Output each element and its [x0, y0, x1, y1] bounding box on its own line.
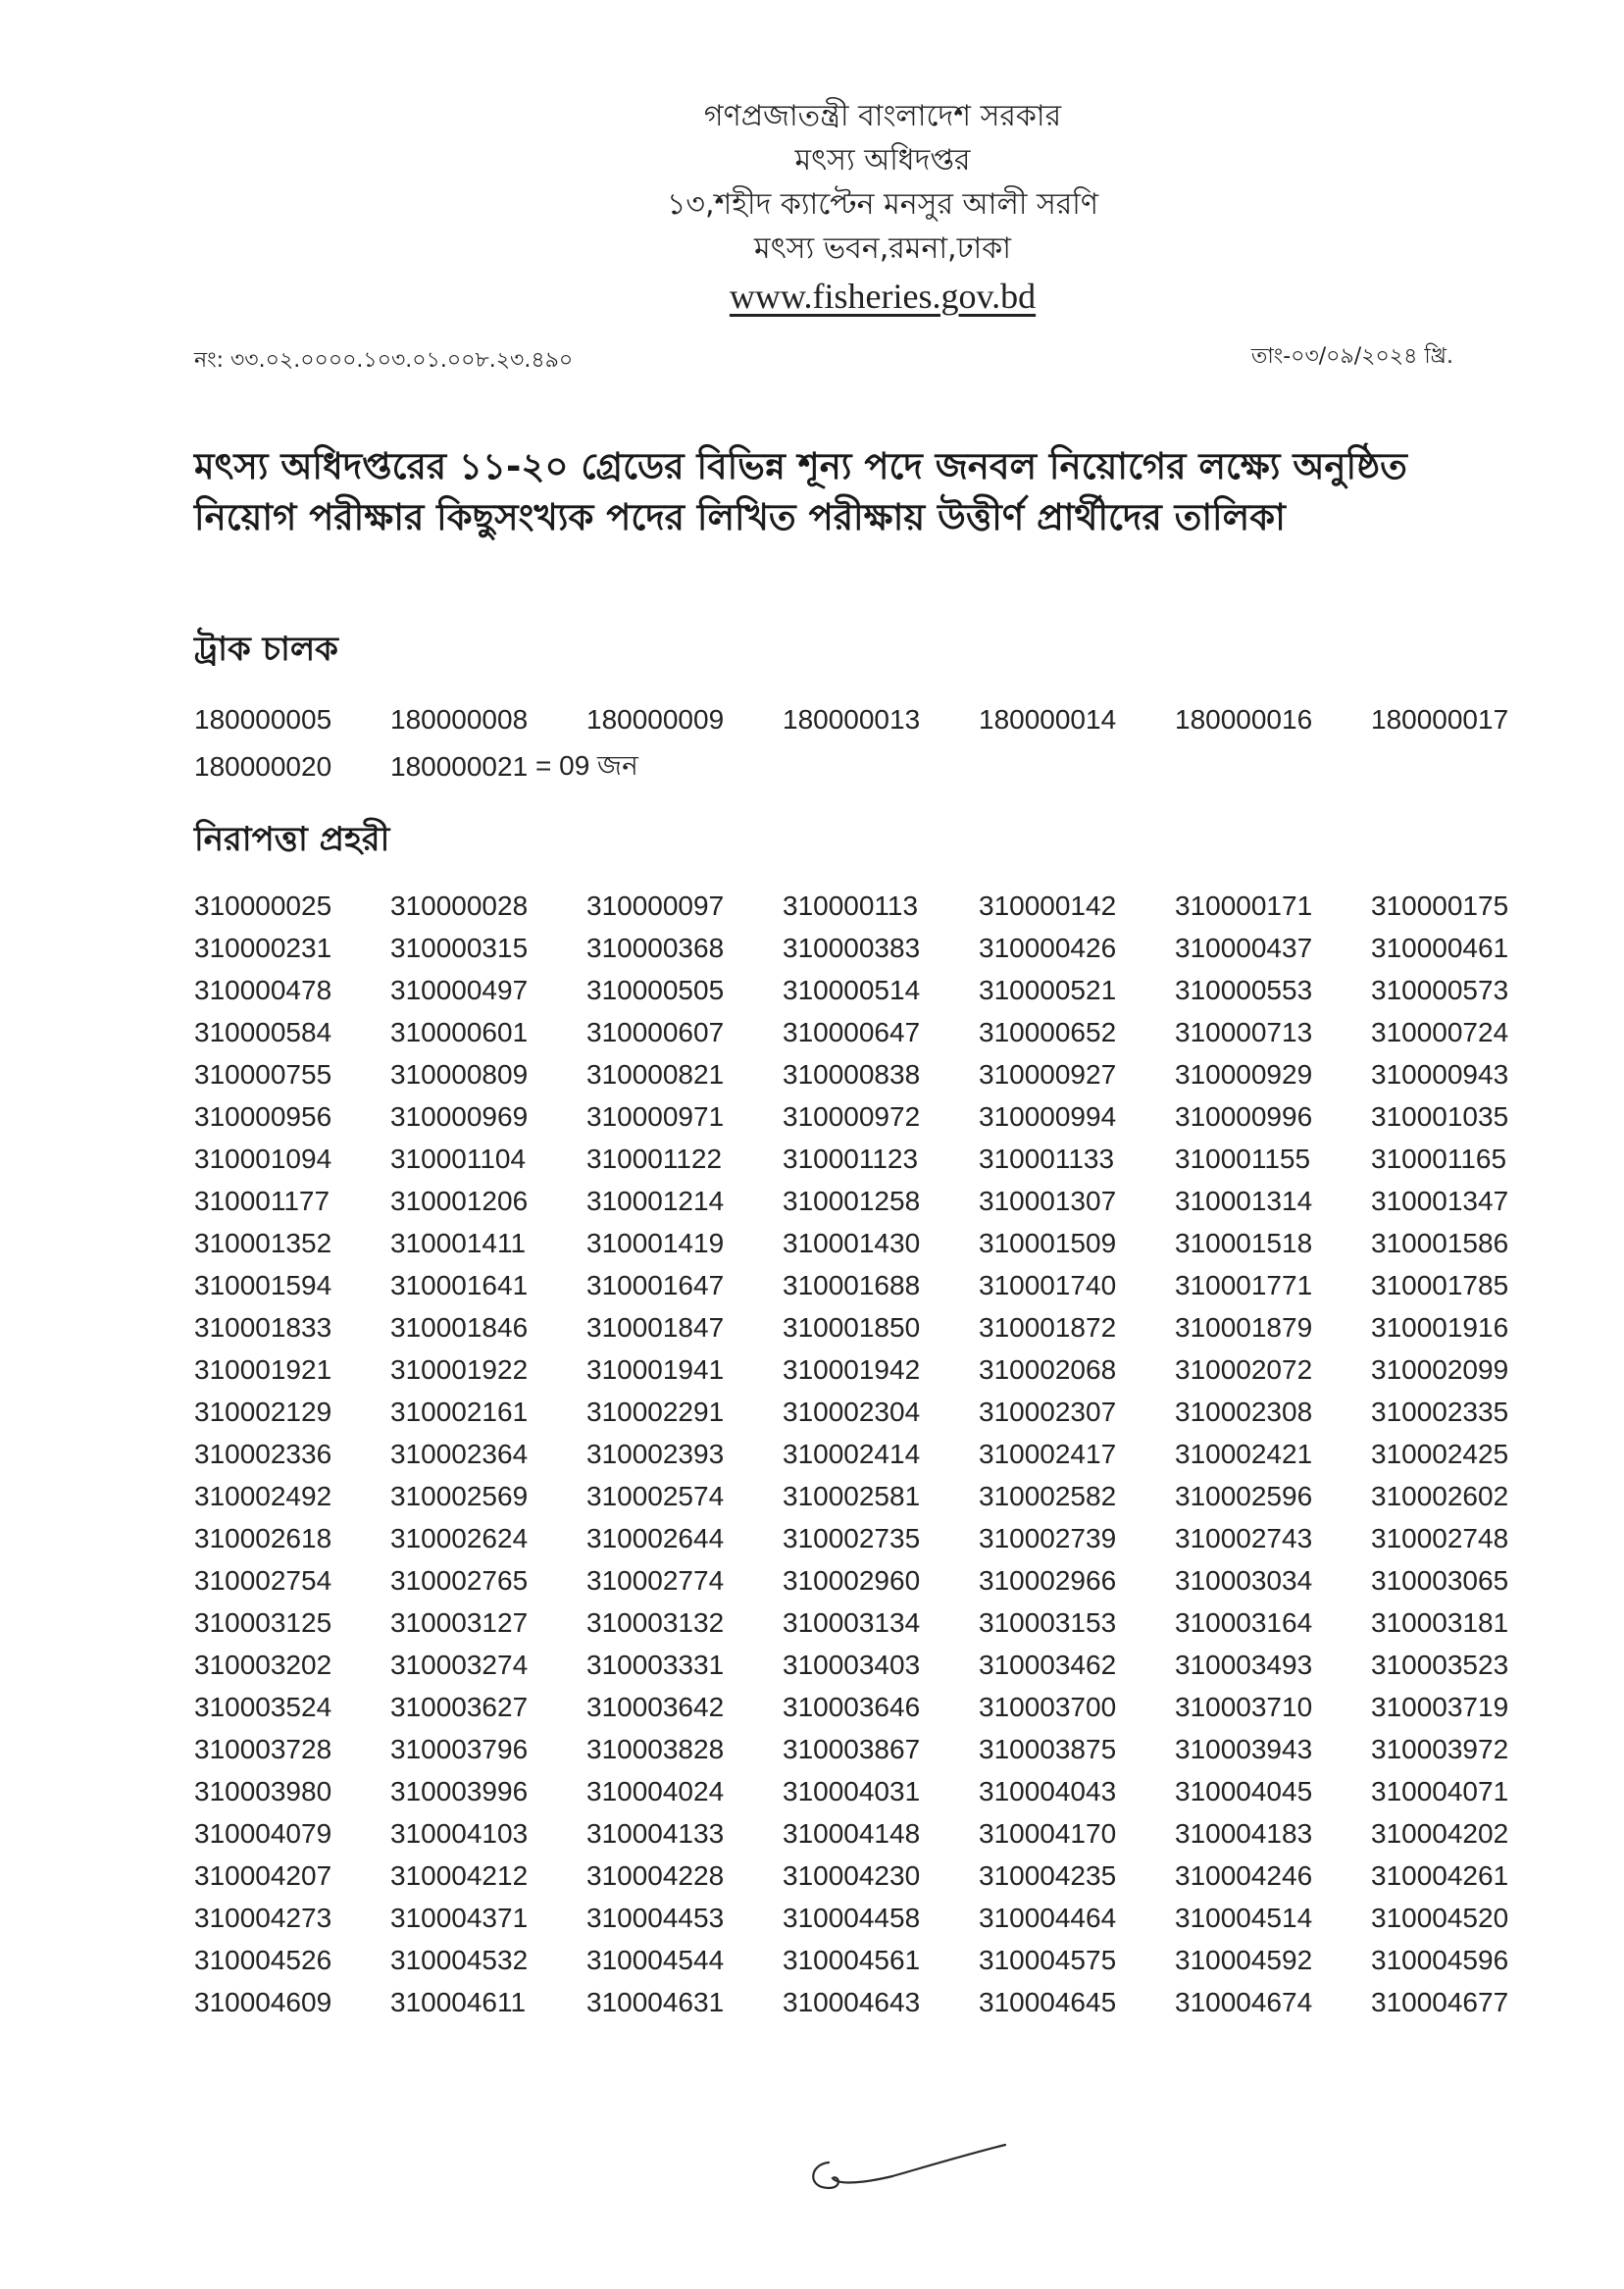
address-line: ১৩,শহীদ ক্যাপ্টেন মনসুর আলী সরণি	[666, 187, 1099, 222]
roll-number: 310003523	[1371, 1649, 1509, 1680]
roll-number: 310003034	[1175, 1564, 1313, 1596]
roll-row	[194, 1981, 1567, 2023]
roll-number: 310002393	[586, 1438, 725, 1469]
roll-number: 310001133	[979, 1143, 1115, 1174]
roll-row	[194, 743, 1567, 790]
roll-number: 310003134	[783, 1606, 921, 1638]
roll-number: 310004202	[1371, 1817, 1509, 1849]
roll-number: 310002364	[390, 1438, 529, 1469]
roll-number: 310001206	[390, 1185, 529, 1216]
roll-number: 310001740	[979, 1269, 1117, 1300]
roll-number: 310003627	[390, 1691, 529, 1722]
roll-number: 310004526	[194, 1944, 332, 1975]
roll-number: 310001942	[783, 1353, 921, 1385]
signature-icon	[799, 2133, 1015, 2202]
roll-number: 310000025	[194, 890, 332, 921]
roll-number: 310004453	[586, 1902, 725, 1933]
roll-number: 310004024	[586, 1775, 725, 1806]
roll-number: 310001688	[783, 1269, 921, 1300]
roll-number: 310004464	[979, 1902, 1117, 1933]
roll-number: 310000821	[586, 1058, 725, 1090]
roll-number: 310000521	[979, 974, 1117, 1005]
roll-number: 310000171	[1175, 890, 1313, 921]
roll-row	[194, 1306, 1567, 1348]
roll-number: 310002960	[783, 1564, 921, 1596]
roll-number: 310000426	[979, 932, 1117, 963]
roll-number: 310003132	[586, 1606, 725, 1638]
letterhead	[0, 94, 1624, 322]
roll-number: 310000437	[1175, 932, 1313, 963]
roll-number: 310002304	[783, 1396, 921, 1427]
roll-number: 310000497	[390, 974, 529, 1005]
roll-number: 310003996	[390, 1775, 529, 1806]
roll-number: 310004643	[783, 1986, 921, 2017]
notice-title: মৎস্য অধিদপ্তরের ১১-২০ গ্রেডের বিভিন্ন শূন্য পদে জনবল নিয়োগের লক্ষ্যে অনুষ্ঠিত নিয়োগ পরীক্ষার কিছুসংখ্যক পদের লিখিত পরীক্ষায় উত্তীর্ণ প্রার্থীদের তালিকা	[194, 445, 1407, 538]
roll-number: 310004371	[390, 1902, 529, 1933]
roll-number: 180000008	[390, 704, 529, 735]
roll-number: 310001314	[1175, 1185, 1313, 1216]
roll-number: 310002307	[979, 1396, 1117, 1427]
roll-number: 310001430	[783, 1227, 921, 1258]
roll-number: 310001879	[1175, 1311, 1313, 1343]
roll-number: 310002335	[1371, 1396, 1509, 1427]
roll-number: 310004575	[979, 1944, 1117, 1975]
roll-number: 310004235	[979, 1859, 1117, 1891]
roll-number: 310003125	[194, 1606, 332, 1638]
roll-number: 310002754	[194, 1564, 332, 1596]
roll-number: 310002414	[783, 1438, 921, 1469]
website-link[interactable]: www.fisheries.gov.bd	[729, 277, 1037, 316]
roll-number: 310002618	[194, 1522, 332, 1553]
roll-number: 310000956	[194, 1100, 332, 1132]
roll-number: 310003700	[979, 1691, 1117, 1722]
roll-number: 310000607	[586, 1016, 725, 1047]
roll-number: 310004261	[1371, 1859, 1509, 1891]
roll-number: 310002161	[390, 1396, 529, 1427]
roll-number: 310003181	[1371, 1606, 1509, 1638]
roll-number: 310000755	[194, 1058, 332, 1090]
roll-number: 310002417	[979, 1438, 1117, 1469]
roll-number: 310002574	[586, 1480, 725, 1511]
roll-number: 310003728	[194, 1733, 332, 1764]
roll-number: 310000553	[1175, 974, 1313, 1005]
roll-number: 310003202	[194, 1649, 332, 1680]
address-city: মৎস্য ভবন,রমনা,ঢাকা	[754, 231, 1011, 266]
roll-number: 180000013	[783, 704, 921, 735]
roll-number: 310001094	[194, 1143, 332, 1174]
roll-number: 310002581	[783, 1480, 921, 1511]
roll-number: 310004677	[1371, 1986, 1509, 2017]
roll-number: 310003462	[979, 1649, 1117, 1680]
roll-number: 310004273	[194, 1902, 332, 1933]
roll-number: 310001833	[194, 1311, 332, 1343]
roll-number: 310001035	[1371, 1100, 1509, 1132]
roll-number: 310001785	[1371, 1269, 1509, 1300]
roll-number: 310002602	[1371, 1480, 1509, 1511]
roll-number: 310000368	[586, 932, 725, 963]
roll-row	[194, 927, 1567, 969]
roll-number: 310002421	[1175, 1438, 1313, 1469]
roll-number: 310000028	[390, 890, 529, 921]
roll-number: 310000601	[390, 1016, 529, 1047]
memo-number: নং: ৩৩.০২.০০০০.১০৩.০১.০০৮.২৩.৪৯০	[194, 348, 574, 373]
roll-number: 310001594	[194, 1269, 332, 1300]
roll-number: 310000652	[979, 1016, 1117, 1047]
section-heading-security-guard: নিরাপত্তা প্রহরী	[194, 820, 390, 859]
roll-number: 310003719	[1371, 1691, 1509, 1722]
roll-number: 310004031	[783, 1775, 921, 1806]
roll-row	[194, 1433, 1567, 1475]
roll-number: 310000994	[979, 1100, 1117, 1132]
roll-number: 310000113	[783, 890, 919, 921]
roll-number: 310001347	[1371, 1185, 1509, 1216]
roll-row	[194, 1222, 1567, 1264]
roll-number: 310004133	[586, 1817, 725, 1849]
roll-number: 310004544	[586, 1944, 725, 1975]
roll-row	[194, 885, 1567, 927]
roll-number: 310000809	[390, 1058, 529, 1090]
roll-number: 180000014	[979, 704, 1117, 735]
roll-number: 310002774	[586, 1564, 725, 1596]
roll-number: 310003980	[194, 1775, 332, 1806]
roll-number: 310000175	[1371, 890, 1509, 921]
roll-number: 310000584	[194, 1016, 332, 1047]
roll-number: 310004514	[1175, 1902, 1313, 1933]
roll-number: 310000838	[783, 1058, 921, 1090]
roll-number: 310002644	[586, 1522, 725, 1553]
roll-number: 310001411	[390, 1227, 527, 1258]
roll-number: 310004520	[1371, 1902, 1509, 1933]
roll-row	[194, 1517, 1567, 1559]
roll-number: 310003710	[1175, 1691, 1313, 1722]
roll-number: 310002099	[1371, 1353, 1509, 1385]
roll-number: 310001509	[979, 1227, 1117, 1258]
roll-number: 310002596	[1175, 1480, 1313, 1511]
roll-number: 310000514	[783, 974, 921, 1005]
roll-number: 310002735	[783, 1522, 921, 1553]
roll-number: 310004674	[1175, 1986, 1313, 2017]
roll-number: 310002291	[586, 1396, 725, 1427]
roll-number: 310000231	[194, 932, 332, 963]
roll-number: 310004611	[390, 1986, 527, 2017]
roll-number: 310001165	[1371, 1143, 1507, 1174]
roll-number: 310004212	[390, 1859, 529, 1891]
roll-number: 180000020	[194, 751, 332, 782]
section-heading-truck-driver: ট্রাক চালক	[194, 630, 338, 669]
roll-number: 310004079	[194, 1817, 332, 1849]
roll-number: 310001872	[979, 1311, 1117, 1343]
roll-row	[194, 969, 1567, 1011]
roll-number: 310000142	[979, 890, 1117, 921]
roll-number: 180000005	[194, 704, 332, 735]
roll-number: 310004596	[1371, 1944, 1509, 1975]
roll-number: 310001419	[586, 1227, 725, 1258]
roll-number: 310002129	[194, 1396, 332, 1427]
roll-number: 310001155	[1175, 1143, 1311, 1174]
roll-number: 310002624	[390, 1522, 529, 1553]
roll-number: 310001258	[783, 1185, 921, 1216]
roll-number: 310004609	[194, 1986, 332, 2017]
roll-number: 310000573	[1371, 974, 1509, 1005]
roll-number: 310004183	[1175, 1817, 1313, 1849]
roll-number: 180000016	[1175, 704, 1313, 735]
roll-number: 310004043	[979, 1775, 1117, 1806]
roll-number: 310001921	[194, 1353, 332, 1385]
roll-number: 310003972	[1371, 1733, 1509, 1764]
roll-number: 310002739	[979, 1522, 1117, 1553]
roll-number: 310002765	[390, 1564, 529, 1596]
roll-row	[194, 1770, 1567, 1812]
roll-row	[194, 1602, 1567, 1644]
roll-number: 310000724	[1371, 1016, 1509, 1047]
signature	[799, 2133, 1015, 2206]
roll-number: 310002743	[1175, 1522, 1313, 1553]
roll-number: 310004561	[783, 1944, 921, 1975]
roll-number: 310002582	[979, 1480, 1117, 1511]
roll-number: 310002492	[194, 1480, 332, 1511]
roll-number: 310002569	[390, 1480, 529, 1511]
roll-number: 310003796	[390, 1733, 529, 1764]
roll-number: 310001518	[1175, 1227, 1313, 1258]
roll-number: 310001104	[390, 1143, 527, 1174]
roll-number: 310000713	[1175, 1016, 1313, 1047]
roll-number: 310004230	[783, 1859, 921, 1891]
roll-number: 310000969	[390, 1100, 529, 1132]
roll-number: 310003524	[194, 1691, 332, 1722]
roll-number: 310001307	[979, 1185, 1117, 1216]
roll-number: 310000972	[783, 1100, 921, 1132]
roll-number: 310003828	[586, 1733, 725, 1764]
roll-number: 310002966	[979, 1564, 1117, 1596]
roll-number: 310001922	[390, 1353, 529, 1385]
roll-number: 310002336	[194, 1438, 332, 1469]
roll-number: 310000943	[1371, 1058, 1509, 1090]
roll-number: 310004148	[783, 1817, 921, 1849]
roll-number: 310000647	[783, 1016, 921, 1047]
roll-number: 310003274	[390, 1649, 529, 1680]
roll-number: 310002072	[1175, 1353, 1313, 1385]
roll-number: 310000971	[586, 1100, 725, 1132]
roll-row	[194, 1897, 1567, 1939]
roll-row	[194, 1391, 1567, 1433]
roll-row	[194, 1348, 1567, 1391]
total-count: = 09 জন	[535, 749, 638, 781]
roll-number: 180000021	[390, 751, 529, 782]
roll-number: 310004631	[586, 1986, 725, 2017]
roll-number: 310001641	[390, 1269, 529, 1300]
roll-number: 310000097	[586, 890, 725, 921]
roll-number: 310001771	[1175, 1269, 1313, 1300]
roll-number: 310004246	[1175, 1859, 1313, 1891]
roll-number: 310003943	[1175, 1733, 1313, 1764]
roll-number: 310003331	[586, 1649, 725, 1680]
roll-number: 310001916	[1371, 1311, 1509, 1343]
roll-row	[194, 1686, 1567, 1728]
roll-number: 310000478	[194, 974, 332, 1005]
roll-number: 310002748	[1371, 1522, 1509, 1553]
roll-number: 310003403	[783, 1649, 921, 1680]
roll-number: 310001214	[586, 1185, 725, 1216]
roll-number: 310000315	[390, 932, 529, 963]
roll-number: 310004532	[390, 1944, 529, 1975]
roll-row	[194, 1855, 1567, 1897]
roll-number: 310000461	[1371, 932, 1509, 963]
govt-name: গণপ্রজাতন্ত্রী বাংলাদেশ সরকার	[703, 99, 1062, 133]
roll-number: 310001846	[390, 1311, 529, 1343]
roll-list-security-guard	[194, 885, 1567, 2023]
roll-number: 310004207	[194, 1859, 332, 1891]
roll-number: 310003153	[979, 1606, 1117, 1638]
roll-number: 310000383	[783, 932, 921, 963]
roll-number: 310001177	[194, 1185, 330, 1216]
roll-number: 310004645	[979, 1986, 1117, 2017]
roll-row	[194, 1095, 1567, 1138]
roll-number: 310004228	[586, 1859, 725, 1891]
roll-number: 310002308	[1175, 1396, 1313, 1427]
roll-row	[194, 1812, 1567, 1855]
roll-number: 310004458	[783, 1902, 921, 1933]
roll-row	[194, 1053, 1567, 1095]
roll-row	[194, 1011, 1567, 1053]
roll-number: 310004170	[979, 1817, 1117, 1849]
roll-row	[194, 1264, 1567, 1306]
roll-number: 310004045	[1175, 1775, 1313, 1806]
department-name: মৎস্য অধিদপ্তর	[794, 143, 971, 178]
roll-number: 310001586	[1371, 1227, 1509, 1258]
roll-number: 310001850	[783, 1311, 921, 1343]
roll-number: 310000505	[586, 974, 725, 1005]
roll-row	[194, 1138, 1567, 1180]
roll-row	[194, 1939, 1567, 1981]
roll-row	[194, 1180, 1567, 1222]
roll-number: 310003867	[783, 1733, 921, 1764]
roll-number: 310003646	[783, 1691, 921, 1722]
roll-number: 310002068	[979, 1353, 1117, 1385]
roll-number: 310001122	[586, 1143, 723, 1174]
memo-date: তাং-০৩/০৯/২০২৪ খ্রি.	[1250, 344, 1453, 369]
roll-number: 310003065	[1371, 1564, 1509, 1596]
roll-number: 310001123	[783, 1143, 919, 1174]
roll-number: 310000927	[979, 1058, 1117, 1090]
roll-number: 310001847	[586, 1311, 725, 1343]
roll-list-truck-driver	[194, 696, 1567, 790]
roll-row	[194, 1728, 1567, 1770]
roll-number: 310003493	[1175, 1649, 1313, 1680]
roll-number: 310003875	[979, 1733, 1117, 1764]
roll-number: 310001647	[586, 1269, 725, 1300]
roll-number: 310001941	[586, 1353, 725, 1385]
roll-number: 310003642	[586, 1691, 725, 1722]
roll-number: 310000996	[1175, 1100, 1313, 1132]
roll-number: 310003164	[1175, 1606, 1313, 1638]
roll-row	[194, 1559, 1567, 1602]
roll-row	[194, 696, 1567, 743]
roll-number: 310002425	[1371, 1438, 1509, 1469]
roll-number: 310003127	[390, 1606, 529, 1638]
roll-number: 310000929	[1175, 1058, 1313, 1090]
roll-row	[194, 1644, 1567, 1686]
roll-number: 310001352	[194, 1227, 332, 1258]
roll-row	[194, 1475, 1567, 1517]
roll-number: 310004071	[1371, 1775, 1509, 1806]
roll-number: 310004592	[1175, 1944, 1313, 1975]
roll-number: 310004103	[390, 1817, 529, 1849]
roll-number: 180000009	[586, 704, 725, 735]
roll-number: 180000017	[1371, 704, 1509, 735]
